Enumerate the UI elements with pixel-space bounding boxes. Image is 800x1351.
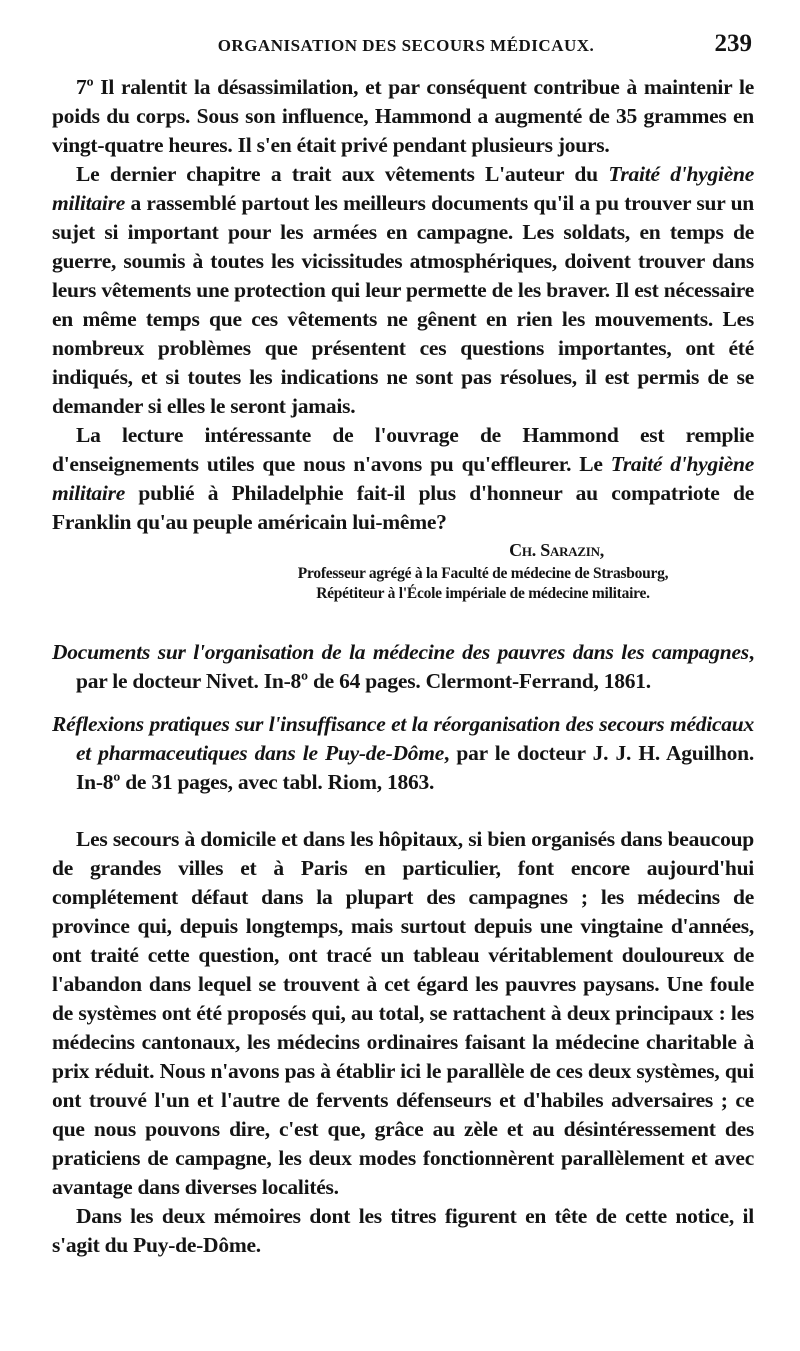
- paragraph-clothing-start: Le dernier chapitre a trait aux vêtements L'auteur du: [76, 162, 609, 186]
- reference-entry: [52, 638, 754, 696]
- reference-entry: [52, 710, 754, 797]
- paragraph-review-2: Dans les deux mémoires dont les titres figurent en tête de cette notice, il s'agit du Puy-de-Dôme.: [52, 1204, 754, 1257]
- page-number: 239: [714, 30, 752, 57]
- running-header: [60, 30, 752, 64]
- review-body: [52, 825, 754, 1260]
- reference-title: Réflexions pratiques sur l'insuffisance et la réorganisation des secours médicaux et pharmaceutiques dans le Puy-de-Dôme: [52, 712, 754, 765]
- author-affiliation-line-1: Professeur agrégé à la Faculté de médecine de Strasbourg,: [297, 565, 669, 582]
- book-title-italic: Traité d'hygiène militaire: [52, 162, 754, 215]
- paragraph-review-1: Les secours à domicile et dans les hôpitaux, si bien organisés dans beaucoup de grandes villes et à Paris en particulier, font encore aujourd'hui complétement défaut dans la plupart des campagnes ; les médecins de province qui, depuis longtemps, mais surtout depuis une vingtaine d'années, ont traité cette question, ont tracé un tableau véritablement douloureux de l'abandon dans lequel se trouvent à cet égard les pauvres paysans. Une foule de systèmes ont été proposés qui, au total, se rattachent à deux principaux : les médecins cantonaux, les médecins ordinaires faisant la médecine charitable à prix réduit. Nous n'avons pas à établir ici le parallèle de ces deux systèmes, qui ont trouvé l'un et l'autre de fervents défenseurs et d'habiles adversaires ; ce que nous pouvons dire, c'est que, grâce au zèle et au désintéressement des praticiens de campagne, les deux modes fonctionnèrent parallèlement et avec avantage dans diverses localités.: [52, 827, 754, 1199]
- paragraph-reading-end: publié à Philadelphie fait-il plus d'honneur au compatriote de Franklin qu'au peuple américain lui-même?: [52, 481, 754, 534]
- body-text: [52, 73, 754, 1260]
- book-title-italic: Traité d'hygiène militaire: [52, 452, 754, 505]
- paragraph-reading-start: La lecture intéressante de l'ouvrage de Hammond est remplie d'enseignements utiles que nous n'avons pu qu'effleurer. Le: [52, 423, 754, 476]
- author-signature: Ch. Sarazin,: [509, 540, 604, 560]
- bibliography-references: [52, 638, 754, 797]
- reference-details: , par le docteur J. J. H. Aguilhon. In-8º de 31 pages, avec tabl. Riom, 1863.: [76, 741, 754, 794]
- reference-title: Documents sur l'organisation de la médecine des pauvres dans les campagnes: [52, 640, 749, 664]
- author-affiliation-line-2: Répétiteur à l'École impériale de médecine militaire.: [316, 585, 650, 602]
- paragraph-clothing: [52, 160, 754, 421]
- paragraph-clothing-end: a rassemblé partout les meilleurs documents qu'il a pu trouver sur un sujet si important pour les armées en campagne. Les soldats, en temps de guerre, soumis à toutes les vicissitudes atmosphériques, doivent trouver dans leurs vêtements une protection qui leur permette de les braver. Il est nécessaire en même temps que ces vêtements ne gênent en rien les mouvements. Les nombreux problèmes que présentent ces questions importantes, ont été indiqués, et si toutes les indications ne sont pas résolues, il est permis de se demander si elles le seront jamais.: [52, 191, 754, 418]
- reference-details: , par le docteur Nivet. In-8º de 64 pages. Clermont-Ferrand, 1861.: [76, 640, 754, 693]
- paragraph-item-7: 7º Il ralentit la désassimilation, et par conséquent contribue à maintenir le poids du corps. Sous son influence, Hammond a augmenté de 35 grammes en vingt-quatre heures. Il s'en était privé pendant plusieurs jours.: [52, 75, 754, 157]
- paragraph-reading: [52, 421, 754, 537]
- running-title: ORGANISATION DES SECOURS MÉDICAUX.: [217, 36, 595, 55]
